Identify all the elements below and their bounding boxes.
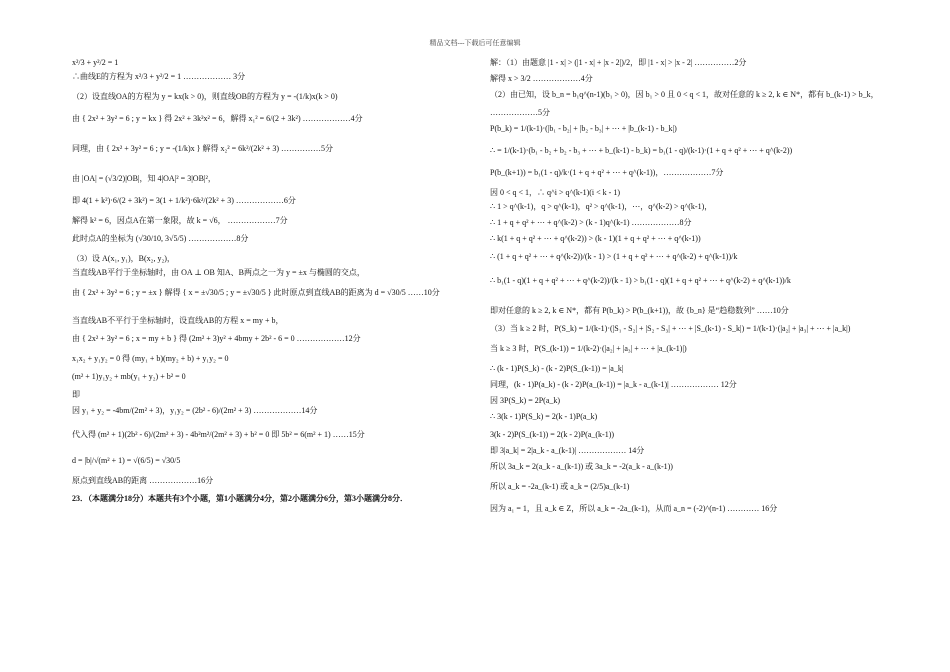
solution-line: ∴ 1 > q^(k-1)，q > q^(k-1)，q² > q^(k-1)，⋯，q^(k-2) > q^(k-1)， (490, 202, 713, 211)
solution-line: 由 { 2x² + 3y² = 6 ; y = kx } 得 2x² + 3k²x² = 6，解得 x₁² = 6/(2 + 3k²) ………………4分 (72, 114, 363, 123)
solution-line: 因 y₁ + y₂ = -4bm/(2m² + 3)，y₁y₂ = (2b² - 6)/(2m² + 3) ………………14分 (72, 406, 318, 415)
solution-line: 当直线AB不平行于坐标轴时，设直线AB的方程 x = my + b， (72, 316, 284, 325)
solution-line: ∴ 1 + q + q² + ⋯ + q^(k-2) > (k - 1)q^(k-1) ………………8分 (490, 218, 692, 227)
solution-line: （2）由已知，设 b_n = b₁q^(n-1)(b₁ > 0)，因 b₁ > 0 且 0 < q < 1，故对任意的 k ≥ 2, k ∈ N*，都有 b_(k-1) > b_k， (490, 90, 879, 99)
solution-line: 由 { 2x² + 3y² = 6 ; x = my + b } 得 (2m² + 3)y² + 4bmy + 2b² - 6 = 0 ………………12分 (72, 334, 361, 343)
solution-line: ∴ = 1/(k-1)·(b₁ - b₂ + b₂ - b₃ + ⋯ + b_(k-1) - b_k) = b₁(1 - q)/(k-1)·(1 + q + q² + ⋯ + q^(k-2)) (490, 146, 793, 155)
solution-line: 此时点A的坐标为 (√30/10, 3√5/5) ………………8分 (72, 234, 249, 243)
solution-line: 当直线AB平行于坐标轴时，由 OA ⊥ OB 知A、B两点之一为 y = ±x 与椭圆的交点， (72, 268, 365, 277)
solution-line: （3）当 k ≥ 2 时，P(S_k) = 1/(k-1)·(|S₁ - S₂| + |S₂ - S₃| + ⋯ + |S_(k-1) - S_k|) = 1/(k-1)·(|a₂| + |a₃| + ⋯ + |a_k|) (490, 324, 851, 333)
solution-line: 由 |OA| = (√3/2)|OB|，知 4|OA|² = 3|OB|²， (72, 174, 216, 183)
solution-line: 因 0 < q < 1，∴ q^i > q^(k-1)(i < k - 1) (490, 188, 620, 197)
solution-line: ∴ (1 + q + q² + ⋯ + q^(k-2))/(k - 1) > (1 + q + q² + ⋯ + q^(k-2) + q^(k-1))/k (490, 252, 738, 261)
solution-line: 同理，由 { 2x² + 3y² = 6 ; y = -(1/k)x } 解得 x₂² = 6k²/(2k² + 3) ……………5分 (72, 144, 334, 153)
solution-line: 解得 k² = 6，因点A在第一象限，故 k = √6， ………………7分 (72, 216, 288, 225)
solution-line: ∴ 3(k - 1)P(S_k) = 2(k - 1)P(a_k) (490, 412, 598, 421)
solution-line: 解得 x > 3/2 ………………4分 (490, 74, 593, 83)
solution-line: 原点到直线AB的距离 ………………16分 (72, 476, 214, 485)
solution-line: P(b_(k+1)) = b₁(1 - q)/k·(1 + q + q² + ⋯ + q^(k-1))，………………7分 (490, 168, 724, 177)
solution-line: 即 3|a_k| = 2|a_k - a_(k-1)| ……………… 14分 (490, 446, 645, 455)
solution-line: （2）设直线OA的方程为 y = kx(k > 0)，则直线OB的方程为 y = -(1/k)x(k > 0) (72, 92, 338, 101)
solution-line: ∴ k(1 + q + q² + ⋯ + q^(k-2)) > (k - 1)(1 + q + q² + ⋯ + q^(k-1)) (490, 234, 701, 243)
solution-line: 因 3P(S_k) = 2P(a_k) (490, 396, 561, 405)
solution-line: d = |b|/√(m² + 1) = √(6/5) = √30/5 (72, 456, 181, 465)
solution-line: (m² + 1)y₁y₂ + mb(y₁ + y₂) + b² = 0 (72, 372, 186, 381)
solution-line: 解：（1）由题意 |1 - x| > (|1 - x| + |x - 2|)/2，即 |1 - x| > |x - 2| ……………2分 (490, 58, 747, 67)
page-header: 精品文档---下载后可任意编辑 (429, 39, 521, 47)
solution-line: 因为 a₁ = 1，且 a_k ∈ Z，所以 a_k = -2a_(k-1)，从而 a_n = (-2)^(n-1) ………… 16分 (490, 504, 778, 513)
solution-line: 由 { 2x² + 3y² = 6 ; y = ±x } 解得 { x = ±√30/5 ; y = ±√30/5 } 此时原点到直线AB的距离为 d = √30/5 ……10分 (72, 288, 440, 297)
solution-line: 即 (72, 390, 80, 399)
solution-line: ………………5分 (490, 108, 550, 117)
solution-line: 代入得 (m² + 1)(2b² - 6)/(2m² + 3) - 4b²m²/(2m² + 3) + b² = 0 即 5b² = 6(m² + 1) ……15分 (72, 430, 365, 439)
solution-line: ∴ b₁(1 - q)(1 + q + q² + ⋯ + q^(k-2))/(k - 1) > b₁(1 - q)(1 + q + q² + ⋯ + q^(k-2) + q^(k-1))/k (490, 276, 791, 285)
solution-line: ∴曲线E的方程为 x²/3 + y²/2 = 1 ……………… 3分 (72, 72, 246, 81)
solution-line: （3）设 A(x₁, y₁)，B(x₂, y₂)， (72, 254, 175, 263)
solution-line: P(b_k) = 1/(k-1)·(|b₁ - b₂| + |b₂ - b₃| + ⋯ + |b_(k-1) - b_k|) (490, 124, 677, 133)
solution-line: 当 k ≥ 3 时，P(S_(k-1)) = 1/(k-2)·(|a₂| + |a₃| + ⋯ + |a_(k-1)|) (490, 344, 687, 353)
solution-line: 3(k - 2)P(S_(k-1)) = 2(k - 2)P(a_(k-1)) (490, 430, 615, 439)
solution-line: 即 4(1 + k²)·6/(2 + 3k²) = 3(1 + 1/k²)·6k²/(2k² + 3) ………………6分 (72, 196, 296, 205)
solution-line: 即对任意的 k ≥ 2, k ∈ N*，都有 P(b_k) > P(b_(k+1))，故 {b_n} 是“趋稳数列” ……10分 (490, 306, 789, 315)
solution-line: x²/3 + y²/2 = 1 (72, 58, 119, 67)
solution-line: x₁x₂ + y₁y₂ = 0 得 (my₁ + b)(my₂ + b) + y₁y₂ = 0 (72, 354, 229, 363)
solution-line: 23．（本题满分18分）本题共有3个小题，第1小题满分4分，第2小题满分6分，第3小题满分8分． (72, 494, 408, 503)
solution-line: 同理，(k - 1)P(a_k) - (k - 2)P(a_(k-1)) = |a_k - a_(k-1)| ……………… 12分 (490, 380, 737, 389)
solution-line: 所以 a_k = -2a_(k-1) 或 a_k = (2/5)a_(k-1) (490, 482, 630, 491)
solution-line: ∴ (k - 1)P(S_k) - (k - 2)P(S_(k-1)) = |a_k| (490, 364, 624, 373)
solution-line: 所以 3a_k = 2(a_k - a_(k-1)) 或 3a_k = -2(a_k - a_(k-1)) (490, 462, 673, 471)
